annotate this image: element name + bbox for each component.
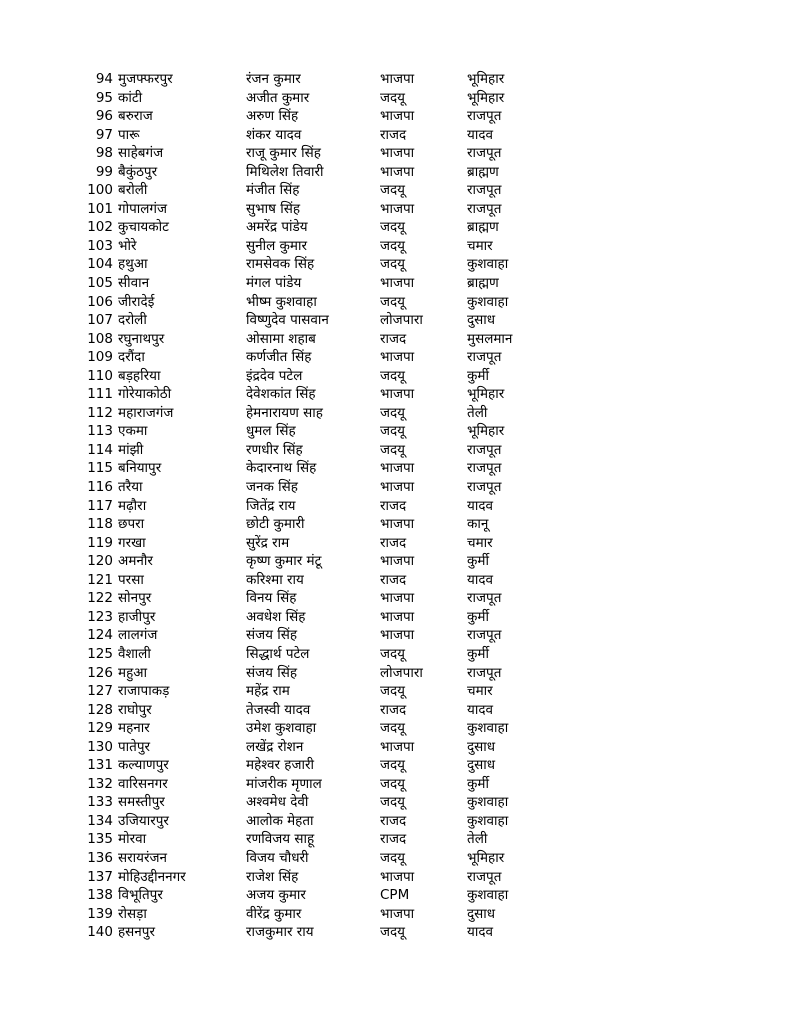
- constituency-name: बनियापुर: [118, 460, 162, 477]
- party-name: भाजपा: [380, 275, 415, 292]
- list-row: [0, 552, 791, 571]
- row-number: 121: [87, 571, 113, 588]
- list-row: [0, 589, 791, 608]
- caste-name: राजपूत: [467, 664, 502, 681]
- candidate-name: सुरेंद्र राम: [246, 534, 290, 551]
- candidate-name: महेश्वर हजारी: [246, 757, 314, 774]
- list-row: [0, 886, 791, 905]
- party-name: जदयू: [380, 237, 406, 254]
- constituency-name: राघोपुर: [118, 701, 152, 718]
- party-name: राजद: [380, 534, 407, 551]
- caste-name: ब्राह्मण: [467, 219, 499, 236]
- candidate-name: करिश्मा राय: [246, 571, 304, 588]
- constituency-name: पातेपुर: [118, 738, 151, 755]
- row-number: 129: [87, 720, 113, 737]
- constituency-name: मढ़ौरा: [118, 497, 147, 514]
- constituency-name: रघुनाथपुर: [118, 330, 165, 347]
- caste-name: कुर्मी: [467, 775, 489, 792]
- list-row: [0, 515, 791, 534]
- candidate-name: इंद्रदेव पटेल: [246, 367, 303, 384]
- constituency-name: लालगंज: [118, 627, 158, 644]
- candidate-name: उमेश कुशवाहा: [246, 720, 317, 737]
- list-row: [0, 719, 791, 738]
- constituency-name: रोसड़ा: [118, 905, 147, 922]
- constituency-name: अमनौर: [118, 553, 153, 570]
- party-name: जदयू: [380, 89, 406, 106]
- row-number: 99: [95, 163, 113, 180]
- list-row: [0, 385, 791, 404]
- caste-name: कुशवाहा: [467, 720, 509, 737]
- row-number: 112: [87, 404, 113, 421]
- row-number: 100: [87, 182, 113, 199]
- constituency-name: हथुआ: [118, 256, 148, 273]
- row-number: 96: [95, 108, 113, 125]
- row-number: 124: [87, 627, 113, 644]
- caste-name: तेली: [467, 404, 488, 421]
- constituency-name: हाजीपुर: [118, 608, 156, 625]
- constituency-name: वारिसनगर: [118, 775, 168, 792]
- constituency-name: भोरे: [118, 237, 137, 254]
- list-row: [0, 163, 791, 182]
- row-number: 128: [87, 701, 113, 718]
- candidate-name: रणविजय साहू: [246, 831, 315, 848]
- party-name: भाजपा: [380, 349, 415, 366]
- constituency-name: पारू: [118, 126, 140, 143]
- party-name: जदयू: [380, 849, 406, 866]
- party-name: CPM: [380, 887, 410, 904]
- constituency-name: दरोली: [118, 312, 147, 329]
- row-number: 130: [87, 738, 113, 755]
- row-number: 97: [95, 126, 113, 143]
- candidate-name: जितेंद्र राय: [246, 497, 296, 514]
- candidate-name: सिद्धार्थ पटेल: [246, 645, 310, 662]
- row-number: 131: [87, 757, 113, 774]
- candidate-name: धुमल सिंह: [246, 423, 296, 440]
- party-name: भाजपा: [380, 200, 415, 217]
- row-number: 136: [87, 849, 113, 866]
- constituency-name: मुजफ्फरपुर: [118, 71, 173, 87]
- caste-name: भूमिहार: [467, 423, 505, 440]
- candidate-name: रणधीर सिंह: [246, 441, 303, 458]
- candidate-name: रामसेवक सिंह: [246, 256, 315, 273]
- candidate-name: अवधेश सिंह: [246, 608, 306, 625]
- caste-name: कुर्मी: [467, 608, 489, 625]
- candidate-name: विजय चौधरी: [246, 849, 309, 866]
- candidate-name: विष्णुदेव पासवान: [246, 312, 329, 329]
- row-number: 137: [87, 868, 113, 885]
- list-row: [0, 89, 791, 108]
- list-row: [0, 70, 791, 89]
- caste-name: कुर्मी: [467, 553, 489, 570]
- row-number: 101: [87, 200, 113, 217]
- candidate-name: जनक सिंह: [246, 479, 298, 496]
- candidate-name: अरुण सिंह: [246, 108, 299, 125]
- constituency-name: मोरवा: [118, 831, 147, 848]
- candidate-name: विनय सिंह: [246, 590, 297, 607]
- list-row: [0, 775, 791, 794]
- party-name: जदयू: [380, 441, 406, 458]
- caste-name: ब्राह्मण: [467, 163, 499, 180]
- constituency-name: दरौंदा: [118, 349, 145, 366]
- row-number: 122: [87, 590, 113, 607]
- row-number: 133: [87, 794, 113, 811]
- row-number: 107: [87, 312, 113, 329]
- list-row: [0, 367, 791, 386]
- candidate-name: अजीत कुमार: [246, 89, 310, 106]
- list-row: [0, 645, 791, 664]
- candidate-name: तेजस्वी यादव: [246, 701, 311, 718]
- row-number: 120: [87, 553, 113, 570]
- list-row: [0, 664, 791, 683]
- caste-name: मुसलमान: [467, 330, 513, 347]
- constituency-name: बरोली: [118, 182, 148, 199]
- party-name: भाजपा: [380, 627, 415, 644]
- party-name: राजद: [380, 571, 407, 588]
- list-row: [0, 905, 791, 924]
- caste-name: कानू: [467, 516, 489, 533]
- row-number: 127: [87, 683, 113, 700]
- list-row: [0, 459, 791, 478]
- row-number: 110: [87, 367, 113, 384]
- caste-name: यादव: [467, 126, 494, 143]
- row-number: 104: [87, 256, 113, 273]
- candidate-name: मिथिलेश तिवारी: [246, 163, 324, 180]
- candidate-name: अश्वमेध देवी: [246, 794, 309, 811]
- caste-name: ब्राह्मण: [467, 275, 499, 292]
- caste-name: यादव: [467, 571, 494, 588]
- row-number: 98: [95, 145, 113, 162]
- list-row: [0, 478, 791, 497]
- constituency-name: छपरा: [118, 516, 145, 533]
- row-number: 103: [87, 237, 113, 254]
- constituency-name: राजापाकड़: [118, 683, 170, 700]
- candidate-name: ओसामा शहाब: [246, 330, 316, 347]
- party-name: जदयू: [380, 182, 406, 199]
- party-name: जदयू: [380, 645, 406, 662]
- party-name: भाजपा: [380, 868, 415, 885]
- constituency-name: मोहिउद्दीननगर: [118, 868, 186, 885]
- row-number: 139: [87, 905, 113, 922]
- candidate-name: अजय कुमार: [246, 887, 306, 904]
- caste-name: राजपूत: [467, 349, 502, 366]
- caste-name: यादव: [467, 497, 494, 514]
- candidate-name: केदारनाथ सिंह: [246, 460, 317, 477]
- candidate-list: [0, 70, 791, 942]
- candidate-name: संजय सिंह: [246, 627, 298, 644]
- constituency-name: हसनपुर: [118, 924, 155, 941]
- constituency-name: मांझी: [118, 441, 144, 458]
- party-name: जदयू: [380, 367, 406, 384]
- list-row: [0, 237, 791, 256]
- list-row: [0, 274, 791, 293]
- party-name: राजद: [380, 831, 407, 848]
- constituency-name: सीवान: [118, 275, 150, 292]
- party-name: राजद: [380, 701, 407, 718]
- caste-name: राजपूत: [467, 627, 502, 644]
- candidate-name: अमरेंद्र पांडेय: [246, 219, 308, 236]
- row-number: 108: [87, 330, 113, 347]
- candidate-name: मंजीत सिंह: [246, 182, 300, 199]
- candidate-name: लखेंद्र रोशन: [246, 738, 304, 755]
- party-name: भाजपा: [380, 108, 415, 125]
- list-row: [0, 849, 791, 868]
- list-row: [0, 422, 791, 441]
- candidate-name: राजेश सिंह: [246, 868, 299, 885]
- caste-name: राजपूत: [467, 108, 502, 125]
- caste-name: राजपूत: [467, 868, 502, 885]
- row-number: 118: [87, 516, 113, 533]
- candidate-name: हेमनारायण साह: [246, 404, 323, 421]
- caste-name: भूमिहार: [467, 89, 505, 106]
- party-name: जदयू: [380, 757, 406, 774]
- list-row: [0, 793, 791, 812]
- caste-name: कुशवाहा: [467, 794, 509, 811]
- row-number: 114: [87, 441, 113, 458]
- caste-name: राजपूत: [467, 200, 502, 217]
- party-name: राजद: [380, 126, 407, 143]
- list-row: [0, 181, 791, 200]
- row-number: 102: [87, 219, 113, 236]
- candidate-name: संजय सिंह: [246, 664, 298, 681]
- constituency-name: सरायरंजन: [118, 849, 168, 866]
- constituency-name: महुआ: [118, 664, 148, 681]
- caste-name: चमार: [467, 683, 493, 700]
- list-row: [0, 534, 791, 553]
- row-number: 119: [87, 534, 113, 551]
- caste-name: कुशवाहा: [467, 293, 509, 310]
- candidate-name: भीष्म कुशवाहा: [246, 293, 317, 310]
- row-number: 123: [87, 608, 113, 625]
- constituency-name: कुचायकोट: [118, 219, 169, 236]
- candidate-name: राजू कुमार सिंह: [246, 145, 321, 162]
- list-row: [0, 701, 791, 720]
- list-row: [0, 200, 791, 219]
- party-name: भाजपा: [380, 905, 415, 922]
- constituency-name: उजियारपुर: [118, 812, 169, 829]
- constituency-name: गरखा: [118, 534, 146, 551]
- row-number: 134: [87, 812, 113, 829]
- party-name: जदयू: [380, 404, 406, 421]
- candidate-name: मांजरीक मृणाल: [246, 775, 322, 792]
- list-row: [0, 571, 791, 590]
- constituency-name: गोरेयाकोठी: [118, 386, 172, 403]
- caste-name: कुर्मी: [467, 645, 489, 662]
- list-row: [0, 682, 791, 701]
- constituency-name: बड़हरिया: [118, 367, 161, 384]
- party-name: भाजपा: [380, 590, 415, 607]
- list-row: [0, 293, 791, 312]
- row-number: 109: [87, 349, 113, 366]
- party-name: जदयू: [380, 219, 406, 236]
- caste-name: भूमिहार: [467, 71, 505, 87]
- party-name: जदयू: [380, 423, 406, 440]
- caste-name: कुर्मी: [467, 367, 489, 384]
- party-name: जदयू: [380, 775, 406, 792]
- party-name: भाजपा: [380, 479, 415, 496]
- party-name: लोजपारा: [380, 664, 423, 681]
- party-name: लोजपारा: [380, 312, 423, 329]
- candidate-name: सुभाष सिंह: [246, 200, 300, 217]
- row-number: 111: [87, 386, 113, 403]
- row-number: 140: [87, 924, 113, 941]
- party-name: जदयू: [380, 683, 406, 700]
- constituency-name: बैकुंठपुर: [118, 163, 158, 180]
- party-name: जदयू: [380, 293, 406, 310]
- party-name: भाजपा: [380, 386, 415, 403]
- candidate-name: कर्णजीत सिंह: [246, 349, 312, 366]
- constituency-name: एकमा: [118, 423, 148, 440]
- list-row: [0, 626, 791, 645]
- party-name: राजद: [380, 497, 407, 514]
- caste-name: भूमिहार: [467, 386, 505, 403]
- row-number: 106: [87, 293, 113, 310]
- row-number: 126: [87, 664, 113, 681]
- row-number: 115: [87, 460, 113, 477]
- constituency-name: जीरादेई: [118, 293, 155, 310]
- candidate-name: सुनील कुमार: [246, 237, 308, 254]
- row-number: 125: [87, 645, 113, 662]
- party-name: भाजपा: [380, 608, 415, 625]
- row-number: 116: [87, 479, 113, 496]
- list-row: [0, 830, 791, 849]
- constituency-name: बरुराज: [118, 108, 153, 125]
- list-row: [0, 812, 791, 831]
- candidate-name: शंकर यादव: [246, 126, 302, 143]
- party-name: भाजपा: [380, 71, 415, 87]
- candidate-name: रंजन कुमार: [246, 71, 301, 87]
- caste-name: यादव: [467, 701, 494, 718]
- list-row: [0, 497, 791, 516]
- row-number: 138: [87, 887, 113, 904]
- party-name: भाजपा: [380, 145, 415, 162]
- party-name: राजद: [380, 812, 407, 829]
- constituency-name: साहेबगंज: [118, 145, 164, 162]
- constituency-name: वैशाली: [118, 645, 151, 662]
- candidate-name: राजकुमार राय: [246, 924, 314, 941]
- candidate-name: देवेशकांत सिंह: [246, 386, 316, 403]
- caste-name: कुशवाहा: [467, 812, 509, 829]
- caste-name: चमार: [467, 237, 493, 254]
- row-number: 113: [87, 423, 113, 440]
- constituency-name: कांटी: [118, 89, 143, 106]
- candidate-name: छोटी कुमारी: [246, 516, 305, 533]
- constituency-name: महाराजगंज: [118, 404, 174, 421]
- constituency-name: विभूतिपुर: [118, 887, 163, 904]
- party-name: जदयू: [380, 794, 406, 811]
- caste-name: यादव: [467, 924, 494, 941]
- caste-name: दुसाध: [467, 757, 496, 774]
- candidate-name: महेंद्र राम: [246, 683, 290, 700]
- row-number: 117: [87, 497, 113, 514]
- caste-name: चमार: [467, 534, 493, 551]
- party-name: भाजपा: [380, 553, 415, 570]
- constituency-name: परसा: [118, 571, 144, 588]
- party-name: भाजपा: [380, 163, 415, 180]
- caste-name: कुशवाहा: [467, 256, 509, 273]
- party-name: जदयू: [380, 256, 406, 273]
- candidate-name: मंगल पांडेय: [246, 275, 302, 292]
- party-name: भाजपा: [380, 738, 415, 755]
- caste-name: दुसाध: [467, 738, 496, 755]
- list-row: [0, 144, 791, 163]
- list-row: [0, 608, 791, 627]
- party-name: राजद: [380, 330, 407, 347]
- list-row: [0, 126, 791, 145]
- list-row: [0, 311, 791, 330]
- list-row: [0, 738, 791, 757]
- party-name: भाजपा: [380, 516, 415, 533]
- caste-name: राजपूत: [467, 182, 502, 199]
- caste-name: राजपूत: [467, 460, 502, 477]
- caste-name: दुसाध: [467, 312, 496, 329]
- row-number: 95: [95, 89, 113, 106]
- party-name: जदयू: [380, 720, 406, 737]
- constituency-name: सोनपुर: [118, 590, 152, 607]
- caste-name: भूमिहार: [467, 849, 505, 866]
- list-row: [0, 868, 791, 887]
- constituency-name: कल्याणपुर: [118, 757, 169, 774]
- caste-name: राजपूत: [467, 479, 502, 496]
- list-row: [0, 441, 791, 460]
- constituency-name: महनार: [118, 720, 150, 737]
- caste-name: तेली: [467, 831, 488, 848]
- row-number: 132: [87, 775, 113, 792]
- row-number: 135: [87, 831, 113, 848]
- caste-name: राजपूत: [467, 145, 502, 162]
- list-row: [0, 330, 791, 349]
- list-row: [0, 404, 791, 423]
- constituency-name: तरैया: [118, 479, 143, 496]
- list-row: [0, 255, 791, 274]
- row-number: 94: [95, 71, 113, 87]
- candidate-name: कृष्ण कुमार मंटू: [246, 553, 322, 570]
- party-name: जदयू: [380, 924, 406, 941]
- constituency-name: समस्तीपुर: [118, 794, 165, 811]
- caste-name: राजपूत: [467, 590, 502, 607]
- caste-name: दुसाध: [467, 905, 496, 922]
- party-name: भाजपा: [380, 460, 415, 477]
- list-row: [0, 756, 791, 775]
- list-row: [0, 107, 791, 126]
- caste-name: राजपूत: [467, 441, 502, 458]
- row-number: 105: [87, 275, 113, 292]
- candidate-name: आलोक मेहता: [246, 812, 314, 829]
- list-row: [0, 348, 791, 367]
- candidate-name: वीरेंद्र कुमार: [246, 905, 302, 922]
- list-row: [0, 923, 791, 942]
- list-row: [0, 218, 791, 237]
- caste-name: कुशवाहा: [467, 887, 509, 904]
- constituency-name: गोपालगंज: [118, 200, 168, 217]
